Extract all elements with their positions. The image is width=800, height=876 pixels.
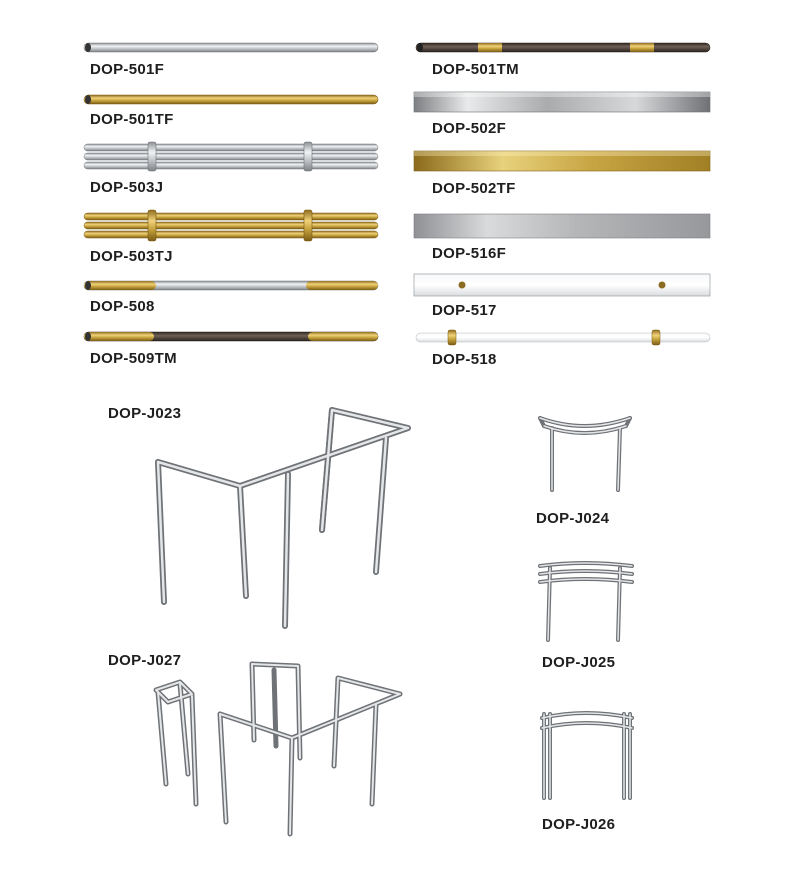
product-rail-517 — [414, 274, 712, 298]
round-tube-silver — [84, 42, 380, 54]
product-rail-501tf — [84, 94, 380, 106]
product-rail-509tm — [84, 331, 380, 343]
product-label: DOP-J027 — [108, 652, 182, 669]
frame-illustration — [150, 404, 412, 634]
product-rail-503tj — [84, 210, 380, 242]
product-label: DOP-501F — [90, 61, 165, 78]
product-rail-502tf — [414, 151, 712, 173]
product-label: DOP-J025 — [542, 654, 616, 671]
flat-bar-brushed — [414, 214, 712, 240]
flat-bar-white — [414, 274, 712, 298]
frame-illustration — [536, 706, 640, 802]
product-label: DOP-J023 — [108, 405, 182, 422]
product-rail-501f — [84, 42, 380, 54]
flat-bar-silver — [414, 92, 712, 114]
frame-illustration — [534, 410, 638, 494]
product-rail-518 — [416, 330, 712, 346]
product-label: DOP-501TF — [90, 111, 174, 128]
product-label: DOP-J026 — [542, 816, 616, 833]
product-label: DOP-J024 — [536, 510, 610, 527]
product-rail-502f — [414, 92, 712, 114]
product-rail-503j — [84, 142, 380, 172]
flat-bar-gold — [414, 151, 712, 173]
product-frame-j026 — [536, 706, 640, 802]
product-label: DOP-501TM — [432, 61, 519, 78]
product-label: DOP-509TM — [90, 350, 177, 367]
two-tone-tube — [84, 280, 380, 292]
product-label: DOP-502TF — [432, 180, 516, 197]
bronze-tube-gold-sleeves — [416, 42, 712, 54]
product-label: DOP-508 — [90, 298, 155, 315]
product-frame-j025 — [534, 558, 638, 644]
product-frame-j024 — [534, 410, 638, 494]
product-label: DOP-516F — [432, 245, 507, 262]
product-label: DOP-502F — [432, 120, 507, 137]
product-label: DOP-518 — [432, 351, 497, 368]
product-frame-j027 — [150, 656, 410, 840]
product-label: DOP-517 — [432, 302, 497, 319]
two-tone-tube-bronze — [84, 331, 380, 343]
product-rail-516f — [414, 214, 712, 240]
round-tube-gold — [84, 94, 380, 106]
triple-tube-silver — [84, 142, 380, 172]
frame-illustration — [534, 558, 638, 644]
product-label: DOP-503J — [90, 179, 164, 196]
product-frame-j023 — [150, 404, 412, 634]
frame-illustration — [150, 656, 410, 840]
product-rail-508 — [84, 280, 380, 292]
triple-tube-gold — [84, 210, 380, 242]
product-label: DOP-503TJ — [90, 248, 173, 265]
white-tube-gold-rings — [416, 330, 712, 346]
product-rail-501tm — [416, 42, 712, 54]
